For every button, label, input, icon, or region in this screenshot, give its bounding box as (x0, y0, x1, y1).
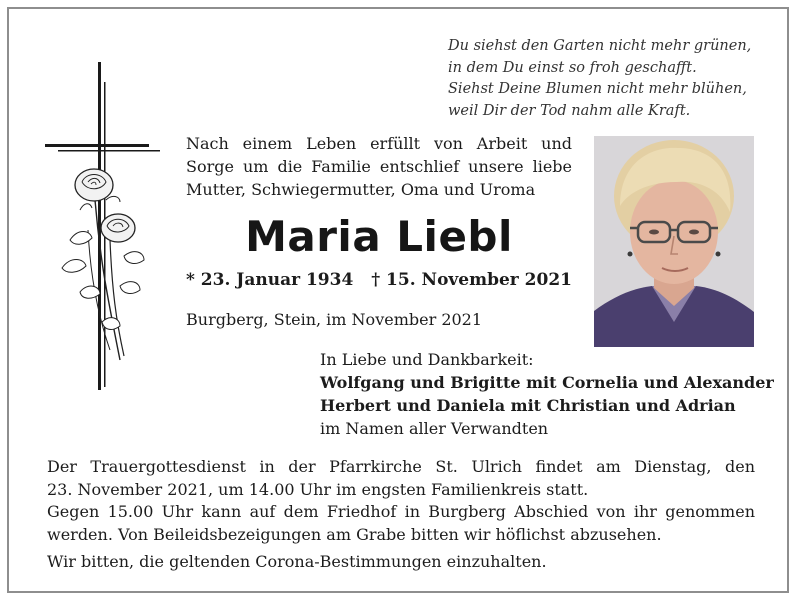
life-dates (186, 270, 572, 290)
service-line: Gegen 15.00 Uhr kann auf dem Friedhof in Burgberg Abschied von ihr genommen (47, 502, 755, 521)
poem-line: in dem Du einst so froh geschafft. (448, 59, 697, 76)
service-line: werden. Von Beileidsbezeigungen am Grabe bitten wir höflichst abzusehen. (47, 524, 662, 544)
poem-line: weil Dir der Tod nahm alle Kraft. (448, 102, 691, 119)
poem-line: Du siehst den Garten nicht mehr grünen, (448, 38, 752, 54)
memorial-poem (448, 36, 768, 122)
mourners-family-line: Herbert und Daniela mit Christian und Adrian (320, 396, 736, 415)
service-line: Der Trauergottesdienst in der Pfarrkirche St. Ulrich findet am Dienstag, den (47, 457, 755, 476)
mourners-block (320, 348, 780, 440)
poem-line: Siehst Deine Blumen nicht mehr blühen, (448, 81, 747, 97)
service-information (47, 456, 755, 546)
portrait-photo (594, 136, 754, 347)
mourners-closing: im Namen aller Verwandten (320, 419, 549, 438)
intro-line: Sorge um die Familie entschlief unsere liebe (186, 157, 572, 176)
deceased-name: Maria Liebl (245, 212, 513, 261)
intro-line: Mutter, Schwiegermutter, Oma und Uroma (186, 180, 536, 199)
corona-note: Wir bitten, die geltenden Corona-Bestimmungen einzuhalten. (47, 552, 547, 571)
birth-date: * 23. Januar 1934 (186, 270, 354, 290)
death-date: † 15. November 2021 (371, 270, 572, 290)
mourners-family-line: Wolfgang und Brigitte mit Cornelia und Alexander (320, 373, 774, 392)
mourners-intro: In Liebe und Dankbarkeit: (320, 350, 534, 369)
intro-text (186, 132, 572, 201)
intro-line: Nach einem Leben erfüllt von Arbeit und (186, 134, 572, 153)
place-and-date: Burgberg, Stein, im November 2021 (186, 310, 483, 329)
cross-with-roses-icon (40, 60, 170, 400)
service-line: 23. November 2021, um 14.00 Uhr im engsten Familienkreis statt. (47, 479, 589, 499)
